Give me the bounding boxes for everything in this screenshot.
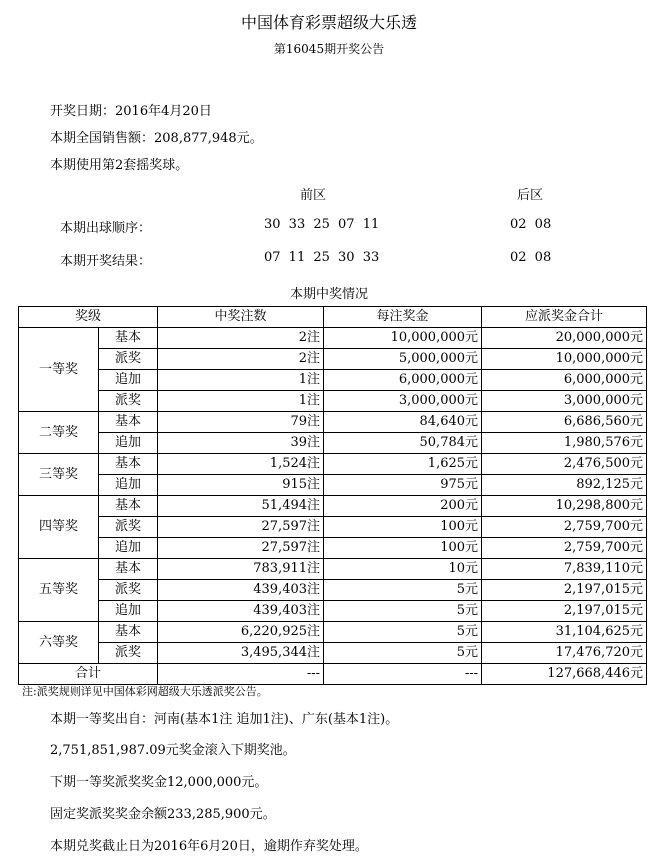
total-prize-cell: 2,759,700元 xyxy=(482,538,647,559)
winner-count-cell: 1注 xyxy=(158,370,324,391)
table-row xyxy=(19,391,647,412)
bet-type-cell: 追加 xyxy=(99,433,158,454)
table-row xyxy=(19,559,647,580)
page-title: 中国体育彩票超级大乐透 xyxy=(240,13,417,32)
winner-count-cell: 1注 xyxy=(158,391,324,412)
table-row xyxy=(19,517,647,538)
bet-type-cell: 追加 xyxy=(99,601,158,622)
bet-type-cell: 基本 xyxy=(99,454,158,475)
table-header-row xyxy=(19,307,647,328)
prize-per-bet-cell: 50,784元 xyxy=(324,433,482,454)
winner-count-cell: 1,524注 xyxy=(158,454,324,475)
footer-line: 本期一等奖出自：河南(基本1注 追加1注)、广东(基本1注)。 xyxy=(50,712,399,727)
draw-result-back: 02 08 xyxy=(510,250,552,265)
table-row xyxy=(19,475,647,496)
bet-type-cell: 派奖 xyxy=(99,391,158,412)
total-prize-cell: 892,125元 xyxy=(482,475,647,496)
total-prize-cell: 6,000,000元 xyxy=(482,370,647,391)
total-prize-cell: 1,980,576元 xyxy=(482,433,647,454)
winner-count-cell: 2注 xyxy=(158,349,324,370)
prize-per-bet-cell: 3,000,000元 xyxy=(324,391,482,412)
prize-per-bet-cell: 5元 xyxy=(324,643,482,664)
bet-type-cell: 派奖 xyxy=(99,349,158,370)
bet-type-cell: 基本 xyxy=(99,412,158,433)
bet-type-cell: 派奖 xyxy=(99,643,158,664)
total-prize-cell: 6,686,560元 xyxy=(482,412,647,433)
table-row xyxy=(19,601,647,622)
draw-order-label: 本期出球顺序： xyxy=(60,221,152,236)
table-row xyxy=(19,496,647,517)
winner-count-cell: 439,403注 xyxy=(158,601,324,622)
prize-per-bet-cell: 10,000,000元 xyxy=(324,328,482,349)
draw-order-back: 02 08 xyxy=(510,217,552,232)
bet-type-cell: 追加 xyxy=(99,475,158,496)
prize-per-bet-cell: 5元 xyxy=(324,601,482,622)
front-zone-header: 前区 xyxy=(300,188,327,203)
prize-level-cell: 三等奖 xyxy=(19,454,99,496)
total-count: --- xyxy=(158,664,324,685)
total-prize-cell: 17,476,720元 xyxy=(482,643,647,664)
prize-per-bet-cell: 1,625元 xyxy=(324,454,482,475)
table-row xyxy=(19,328,647,349)
bet-type-cell: 派奖 xyxy=(99,580,158,601)
table-row xyxy=(19,454,647,475)
prize-per-bet-cell: 84,640元 xyxy=(324,412,482,433)
winner-count-cell: 27,597注 xyxy=(158,538,324,559)
total-prize-cell: 2,197,015元 xyxy=(482,580,647,601)
bet-type-cell: 基本 xyxy=(99,328,158,349)
bet-type-cell: 基本 xyxy=(99,559,158,580)
header-winner-count: 中奖注数 xyxy=(158,307,324,328)
header-prize-level: 奖级 xyxy=(19,307,158,328)
header-total-prize: 应派奖金合计 xyxy=(482,307,647,328)
table-row xyxy=(19,643,647,664)
footnote: 注:派奖规则详见中国体彩网超级大乐透派奖公告。 xyxy=(22,685,268,698)
draw-result-label: 本期开奖结果： xyxy=(60,254,152,269)
prize-level-cell: 一等奖 xyxy=(19,328,99,412)
total-prize-cell: 10,298,800元 xyxy=(482,496,647,517)
draw-order-front: 30 33 25 07 11 xyxy=(264,217,380,232)
bet-type-cell: 追加 xyxy=(99,370,158,391)
issue-subtitle: 第16045期开奖公告 xyxy=(273,42,385,56)
prize-level-cell: 五等奖 xyxy=(19,559,99,622)
back-zone-header: 后区 xyxy=(517,188,544,203)
winner-count-cell: 79注 xyxy=(158,412,324,433)
total-label: 合计 xyxy=(19,664,158,685)
table-row xyxy=(19,622,647,643)
bet-type-cell: 基本 xyxy=(99,622,158,643)
sales-amount: 本期全国销售额：208,877,948元。 xyxy=(50,131,263,146)
total-prize-cell: 2,197,015元 xyxy=(482,601,647,622)
prize-per-bet-cell: 100元 xyxy=(324,538,482,559)
ball-set-info: 本期使用第2套摇奖球。 xyxy=(50,158,189,173)
table-row xyxy=(19,349,647,370)
bet-type-cell: 派奖 xyxy=(99,517,158,538)
bet-type-cell: 基本 xyxy=(99,496,158,517)
winner-count-cell: 2注 xyxy=(158,328,324,349)
prize-per-bet-cell: 10元 xyxy=(324,559,482,580)
footer-line: 固定奖派奖奖金余额233,285,900元。 xyxy=(50,807,276,822)
total-prize-cell: 2,476,500元 xyxy=(482,454,647,475)
winner-count-cell: 6,220,925注 xyxy=(158,622,324,643)
prize-level-cell: 二等奖 xyxy=(19,412,99,454)
table-row xyxy=(19,370,647,391)
bet-type-cell: 追加 xyxy=(99,538,158,559)
winner-count-cell: 51,494注 xyxy=(158,496,324,517)
prize-table xyxy=(18,306,647,685)
footer-line: 本期兑奖截止日为2016年6月20日，逾期作弃奖处理。 xyxy=(50,839,368,854)
winner-count-cell: 3,495,344注 xyxy=(158,643,324,664)
total-prize-cell: 2,759,700元 xyxy=(482,517,647,538)
prize-level-cell: 四等奖 xyxy=(19,496,99,559)
prize-per-bet-cell: 5,000,000元 xyxy=(324,349,482,370)
table-row xyxy=(19,580,647,601)
total-prize-cell: 3,000,000元 xyxy=(482,391,647,412)
prize-per-bet-cell: 6,000,000元 xyxy=(324,370,482,391)
prize-per-bet-cell: 5元 xyxy=(324,580,482,601)
total-row xyxy=(19,664,647,685)
winner-count-cell: 39注 xyxy=(158,433,324,454)
header-prize-per-bet: 每注奖金 xyxy=(324,307,482,328)
total-prize-cell: 10,000,000元 xyxy=(482,349,647,370)
draw-date: 开奖日期：2016年4月20日 xyxy=(50,104,212,119)
prize-level-cell: 六等奖 xyxy=(19,622,99,664)
winner-count-cell: 439,403注 xyxy=(158,580,324,601)
table-row xyxy=(19,538,647,559)
total-prize-cell: 31,104,625元 xyxy=(482,622,647,643)
prize-per-bet-cell: 5元 xyxy=(324,622,482,643)
total-prize-per-bet: --- xyxy=(324,664,482,685)
prize-per-bet-cell: 975元 xyxy=(324,475,482,496)
table-row xyxy=(19,412,647,433)
winner-count-cell: 915注 xyxy=(158,475,324,496)
table-title: 本期中奖情况 xyxy=(289,287,368,302)
winner-count-cell: 27,597注 xyxy=(158,517,324,538)
prize-per-bet-cell: 100元 xyxy=(324,517,482,538)
footer-line: 2,751,851,987.09元奖金滚入下期奖池。 xyxy=(50,743,296,758)
footer-line: 下期一等奖派奖奖金12,000,000元。 xyxy=(50,775,268,790)
table-row xyxy=(19,433,647,454)
total-amount: 127,668,446元 xyxy=(482,664,647,685)
winner-count-cell: 783,911注 xyxy=(158,559,324,580)
total-prize-cell: 20,000,000元 xyxy=(482,328,647,349)
total-prize-cell: 7,839,110元 xyxy=(482,559,647,580)
draw-result-front: 07 11 25 30 33 xyxy=(264,250,380,265)
prize-per-bet-cell: 200元 xyxy=(324,496,482,517)
